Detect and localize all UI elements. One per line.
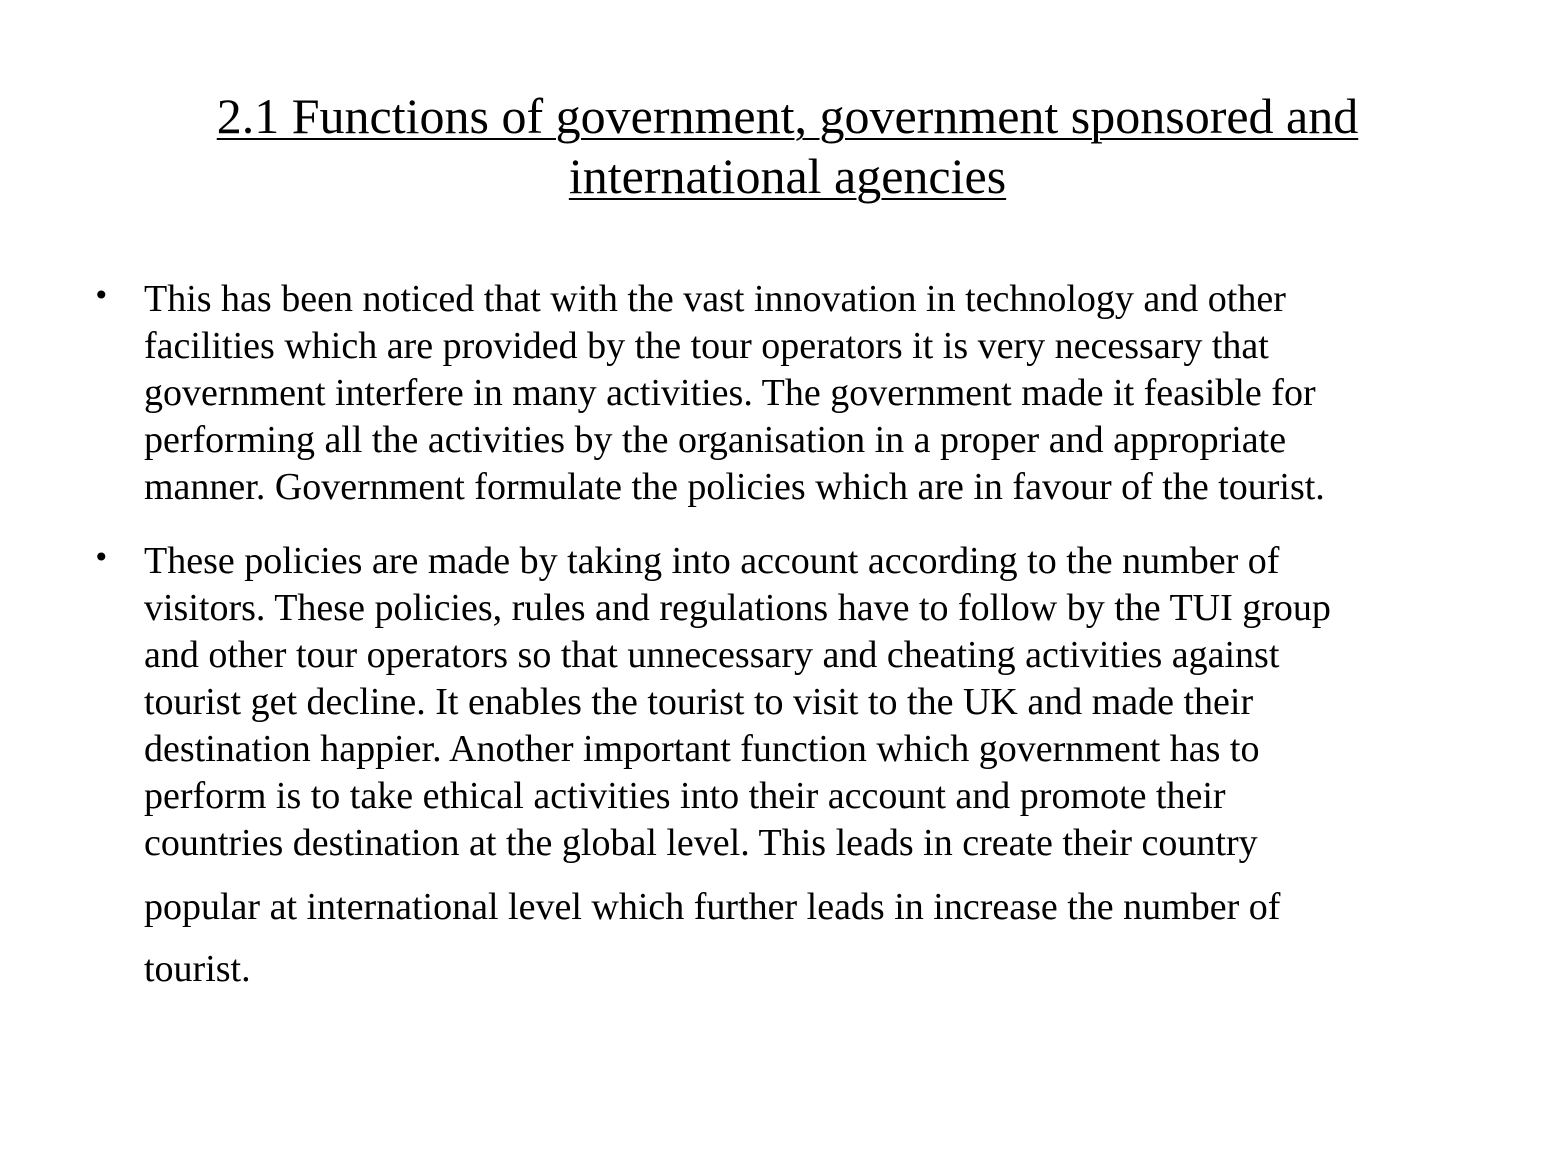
bullet-1-line: government interfere in many activities. The government made it feasible for xyxy=(144,372,1316,414)
bullet-1-line: performing all the activities by the organisation in a proper and appropriate xyxy=(144,419,1287,461)
bullet-1-line: facilities which are provided by the tour operators it is very necessary that xyxy=(144,325,1269,367)
bullet-2-line: perform is to take ethical activities into their account and promote their xyxy=(144,775,1226,817)
bullet-2-line: popular at international level which further leads in increase the number of xyxy=(144,886,1281,928)
bullet-2-line: tourist. xyxy=(144,948,251,990)
bullet-2-line: countries destination at the global level. This leads in create their country xyxy=(144,822,1258,864)
bullet-2-line: and other tour operators so that unnecessary and cheating activities against xyxy=(144,634,1280,676)
bullet-2-line: tourist get decline. It enables the tourist to visit to the UK and made their xyxy=(144,681,1254,723)
bullet-point-icon: • xyxy=(93,541,110,574)
bullet-2-line: visitors. These policies, rules and regulations have to follow by the TUI group xyxy=(144,587,1331,629)
slide-title-line-2: international agencies xyxy=(568,148,1007,204)
slide-title-line-1: 2.1 Functions of government, government sponsored and xyxy=(216,88,1359,144)
slide-title xyxy=(160,86,1415,206)
bullet-1-line: manner. Government formulate the policies which are in favour of the tourist. xyxy=(144,466,1325,508)
bullet-text-1 xyxy=(144,276,1484,511)
bullet-point-icon: • xyxy=(93,279,110,312)
bullet-2-line: destination happier. Another important function which government has to xyxy=(144,728,1260,770)
bullet-2-line: These policies are made by taking into account according to the number of xyxy=(144,540,1280,582)
bullet-1-line: This has been noticed that with the vast innovation in technology and other xyxy=(144,278,1286,320)
bullet-text-2 xyxy=(144,538,1484,999)
